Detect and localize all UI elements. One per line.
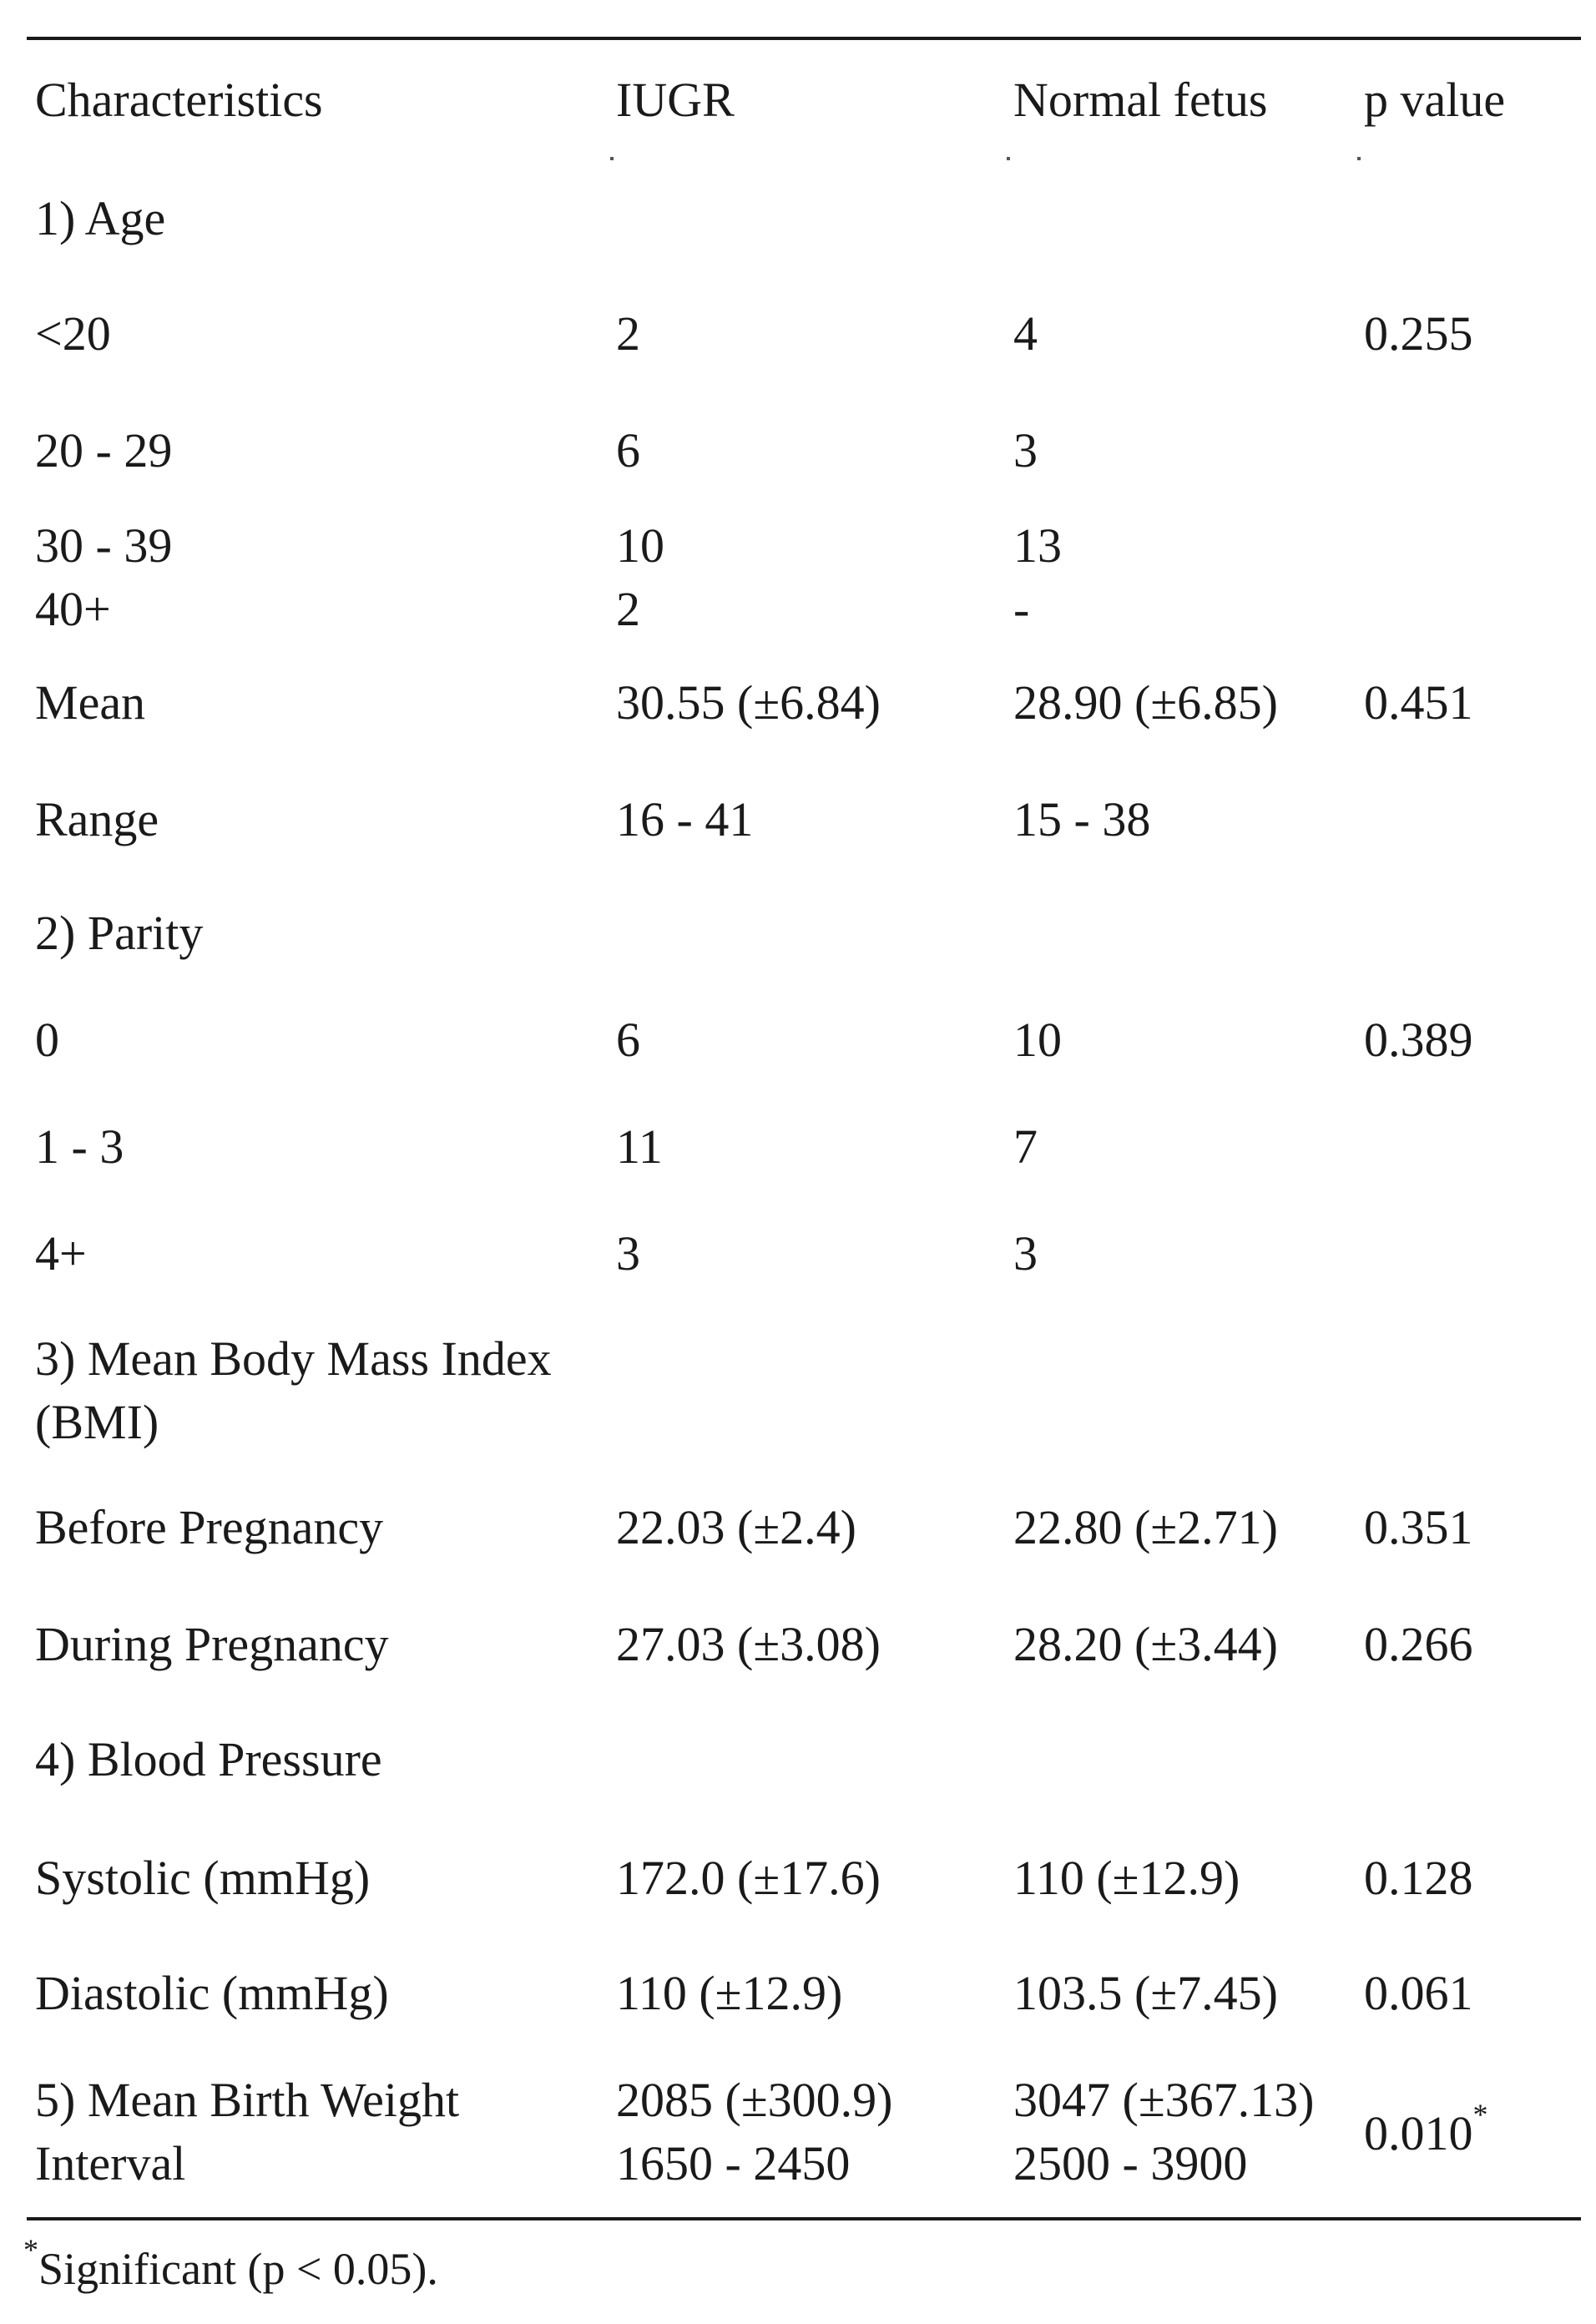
- row-label: Systolic (mmHg): [35, 1851, 371, 1905]
- row-iugr: 10: [616, 518, 664, 573]
- row-iugr: 16 - 41: [616, 792, 754, 846]
- row-p-value: 0.128: [1364, 1851, 1473, 1905]
- p-value-text: 0.010: [1364, 2106, 1473, 2160]
- row-normal: 7: [1013, 1119, 1038, 1174]
- row-normal: 3047 (±367.13): [1013, 2073, 1315, 2127]
- significance-mark: *: [1472, 2097, 1488, 2131]
- row-p-value: 0.451: [1364, 675, 1473, 730]
- section-bmi-label: 3) Mean Body Mass Index: [35, 1331, 552, 1386]
- section-bmi-label-cont: (BMI): [35, 1395, 159, 1449]
- footnote-text: Significant (p < 0.05).: [38, 2244, 438, 2294]
- row-p-value-significant: [1364, 2097, 1488, 2165]
- section-birth-weight-label: 5) Mean Birth Weight: [35, 2073, 460, 2127]
- row-iugr: 2085 (±300.9): [616, 2073, 893, 2127]
- row-p-value: 0.255: [1364, 306, 1473, 361]
- row-label: 4+: [35, 1226, 87, 1281]
- row-iugr: 6: [616, 1013, 640, 1067]
- row-label: 30 - 39: [35, 518, 173, 573]
- row-normal: 28.90 (±6.85): [1013, 675, 1278, 730]
- row-iugr: 2: [616, 582, 640, 636]
- row-iugr: 3: [616, 1226, 640, 1281]
- row-p-value: 0.389: [1364, 1013, 1473, 1067]
- row-iugr: 22.03 (±2.4): [616, 1500, 856, 1554]
- row-label: Range: [35, 792, 159, 846]
- row-normal: 15 - 38: [1013, 792, 1151, 846]
- row-p-value: 0.061: [1364, 1966, 1473, 2020]
- row-normal: 13: [1013, 518, 1062, 573]
- row-p-value: 0.266: [1364, 1617, 1473, 1671]
- row-iugr: 30.55 (±6.84): [616, 675, 881, 730]
- row-normal: 110 (±12.9): [1013, 1851, 1240, 1905]
- row-label-interval: Interval: [35, 2136, 186, 2190]
- row-normal: 103.5 (±7.45): [1013, 1966, 1278, 2020]
- table-top-rule: [27, 37, 1581, 40]
- header-dot-mark: [610, 157, 614, 160]
- row-p-value: 0.351: [1364, 1500, 1473, 1554]
- row-label: Mean: [35, 675, 146, 730]
- row-label: <20: [35, 306, 111, 361]
- header-normal-fetus: Normal fetus: [1013, 73, 1268, 127]
- header-dot-mark: [1357, 157, 1361, 160]
- row-iugr-interval: 1650 - 2450: [616, 2136, 851, 2190]
- row-label: 0: [35, 1013, 59, 1067]
- row-normal: 4: [1013, 306, 1038, 361]
- row-normal: 10: [1013, 1013, 1062, 1067]
- row-label: 20 - 29: [35, 423, 173, 477]
- row-normal: 3: [1013, 423, 1038, 477]
- section-blood-pressure-label: 4) Blood Pressure: [35, 1732, 382, 1786]
- section-age-label: 1) Age: [35, 191, 166, 245]
- row-normal-interval: 2500 - 3900: [1013, 2136, 1248, 2190]
- row-iugr: 110 (±12.9): [616, 1966, 843, 2020]
- row-normal: 3: [1013, 1226, 1038, 1281]
- row-label: Before Pregnancy: [35, 1500, 384, 1554]
- row-iugr: 11: [616, 1119, 663, 1174]
- row-iugr: 172.0 (±17.6): [616, 1851, 881, 1905]
- row-iugr: 6: [616, 423, 640, 477]
- footnote-mark: *: [23, 2233, 38, 2266]
- row-iugr: 2: [616, 306, 640, 361]
- table-bottom-rule: [27, 2217, 1581, 2220]
- footnote: [23, 2233, 438, 2301]
- row-label: During Pregnancy: [35, 1617, 389, 1671]
- header-iugr: IUGR: [616, 73, 735, 127]
- row-label: 1 - 3: [35, 1119, 124, 1174]
- row-iugr: 27.03 (±3.08): [616, 1617, 881, 1671]
- row-normal: 28.20 (±3.44): [1013, 1617, 1278, 1671]
- section-parity-label: 2) Parity: [35, 906, 204, 960]
- header-p-value: p value: [1364, 73, 1506, 127]
- row-label: 40+: [35, 582, 111, 636]
- row-normal: 22.80 (±2.71): [1013, 1500, 1278, 1554]
- row-normal: -: [1013, 582, 1030, 636]
- row-label: Diastolic (mmHg): [35, 1966, 389, 2020]
- header-dot-mark: [1007, 157, 1010, 160]
- header-characteristics: Characteristics: [35, 73, 323, 127]
